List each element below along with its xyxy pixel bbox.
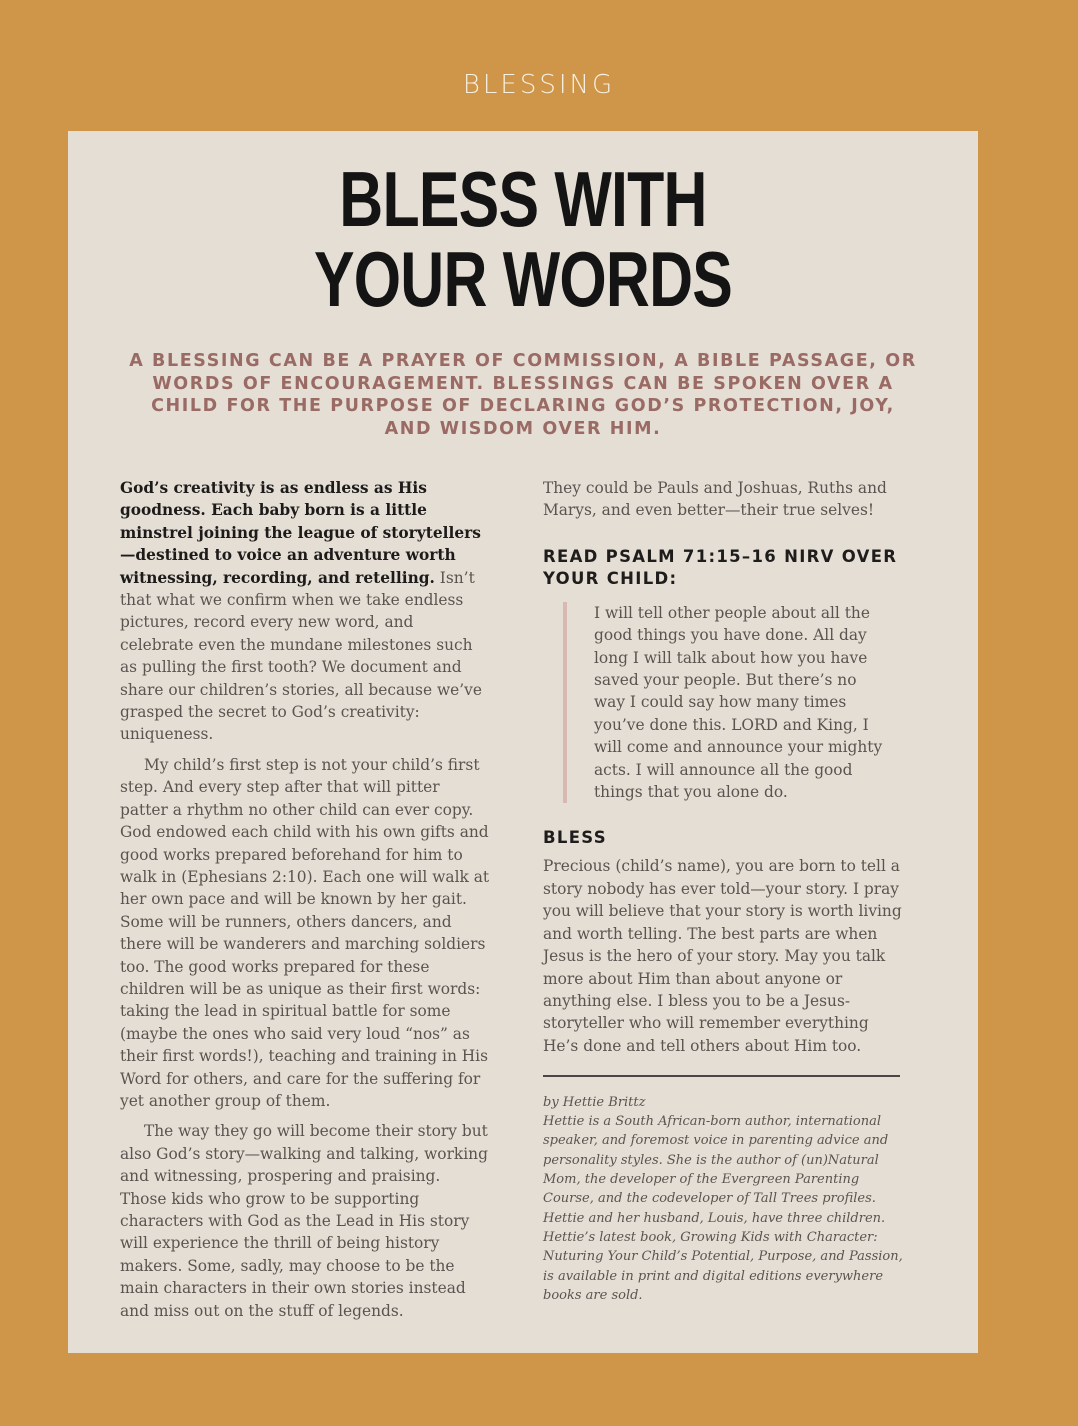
- continuation-paragraph: They could be Pauls and Joshuas, Ruths and Marys, and even better—their true selves!: [543, 479, 887, 520]
- author-bio: Hettie is a South African-born author, international speaker, and foremost voice in parenting advice and personality styles. She is the author of (un)Natural Mom, the developer of the Evergreen Parenting Course, and the codeveloper of Tall Trees profiles. Hettie and her husband, Louis, have three children. Hettie’s latest book, Growing Kids with Character: Nuturing Your Child’s Potential, Purpose, and Passion, is available in print and digital editions everywhere books are sold.: [543, 1114, 903, 1303]
- divider: [543, 1075, 900, 1077]
- title-line-1: BLESS WITH: [339, 155, 707, 243]
- paragraph-1-rest: Isn’t that what we confirm when we take endless pictures, record every new word, and celebrate even the mundane milestones such as pulling the first tooth? We document and share our children’s stories, all because we’ve grasped the secret to God’s creativity: uniqueness.: [120, 568, 482, 744]
- bless-heading: BLESS: [543, 828, 607, 848]
- right-column: [543, 477, 903, 1305]
- intro-deck: A BLESSING CAN BE A PRAYER OF COMMISSION, A BIBLE PASSAGE, OR WORDS OF ENCOURAGEMENT. BLESSINGS CAN BE SPOKEN OVER A CHILD FOR THE PURPOSE OF DECLARING GOD’S PROTECTION, JOY, AND WISDOM OVER HIM.: [129, 351, 917, 439]
- paragraph-3: The way they go will become their story but also God’s story—walking and talking, working and witnessing, prospering and praising. Those kids who grow to be supporting characters with God as the Lead in His story will experience the thrill of being history makers. Some, sadly, may choose to be the main characters in their own stories instead and miss out on the stuff of legends.: [120, 1122, 488, 1320]
- section-label: BLESSING: [462, 70, 616, 100]
- paragraph-2: My child’s first step is not your child’s first step. And every step after that will pitter patter a rhythm no other child can ever copy. God endowed each child with his own gifts and good works prepared beforehand for him to walk in (Ephesians 2:10). Each one will walk at her own pace and will be known by her gait. Some will be runners, others dancers, and there will be wanderers and marching soldiers too. The good works prepared for these children will be as unique as their first words: taking the lead in spiritual battle for some (maybe the ones who said very loud “nos” as their first words!), teaching and training in His Word for others, and care for the suffering for yet another group of them.: [120, 755, 490, 1110]
- read-psalm-heading: READ PSALM 71:15–16 NIRV OVER YOUR CHILD:: [543, 546, 898, 588]
- lead-in-bold: God’s creativity is as endless as His goodness. Each baby born is a little minstrel joining the league of storytellers—destined to voice an adventure worth witnessing, recording, and retelling.: [120, 479, 481, 587]
- article-card: [68, 131, 978, 1353]
- left-column: [120, 477, 490, 1330]
- author-byline: by Hettie Brittz: [543, 1095, 646, 1111]
- blessing-text: Precious (child’s name), you are born to tell a story nobody has ever told—your story. I pray you will believe that your story is worth living and worth telling. The best parts are when Jesus is the hero of your story. May you talk more about Him than about anyone or anything else. I bless you to be a Jesus-storyteller who will remember everything He’s done and tell others about Him too.: [543, 857, 902, 1055]
- article-title: [168, 155, 878, 323]
- title-line-2: YOUR WORDS: [313, 235, 733, 323]
- scripture-quote: I will tell other people about all the good things you have done. All day long I will talk about how you have saved your people. But there’s no way I could say how many times you’ve done this. LORD and King, I will come and announce your mighty acts. I will announce all the good things that you alone do.: [563, 602, 889, 804]
- paragraph-1: [120, 477, 490, 746]
